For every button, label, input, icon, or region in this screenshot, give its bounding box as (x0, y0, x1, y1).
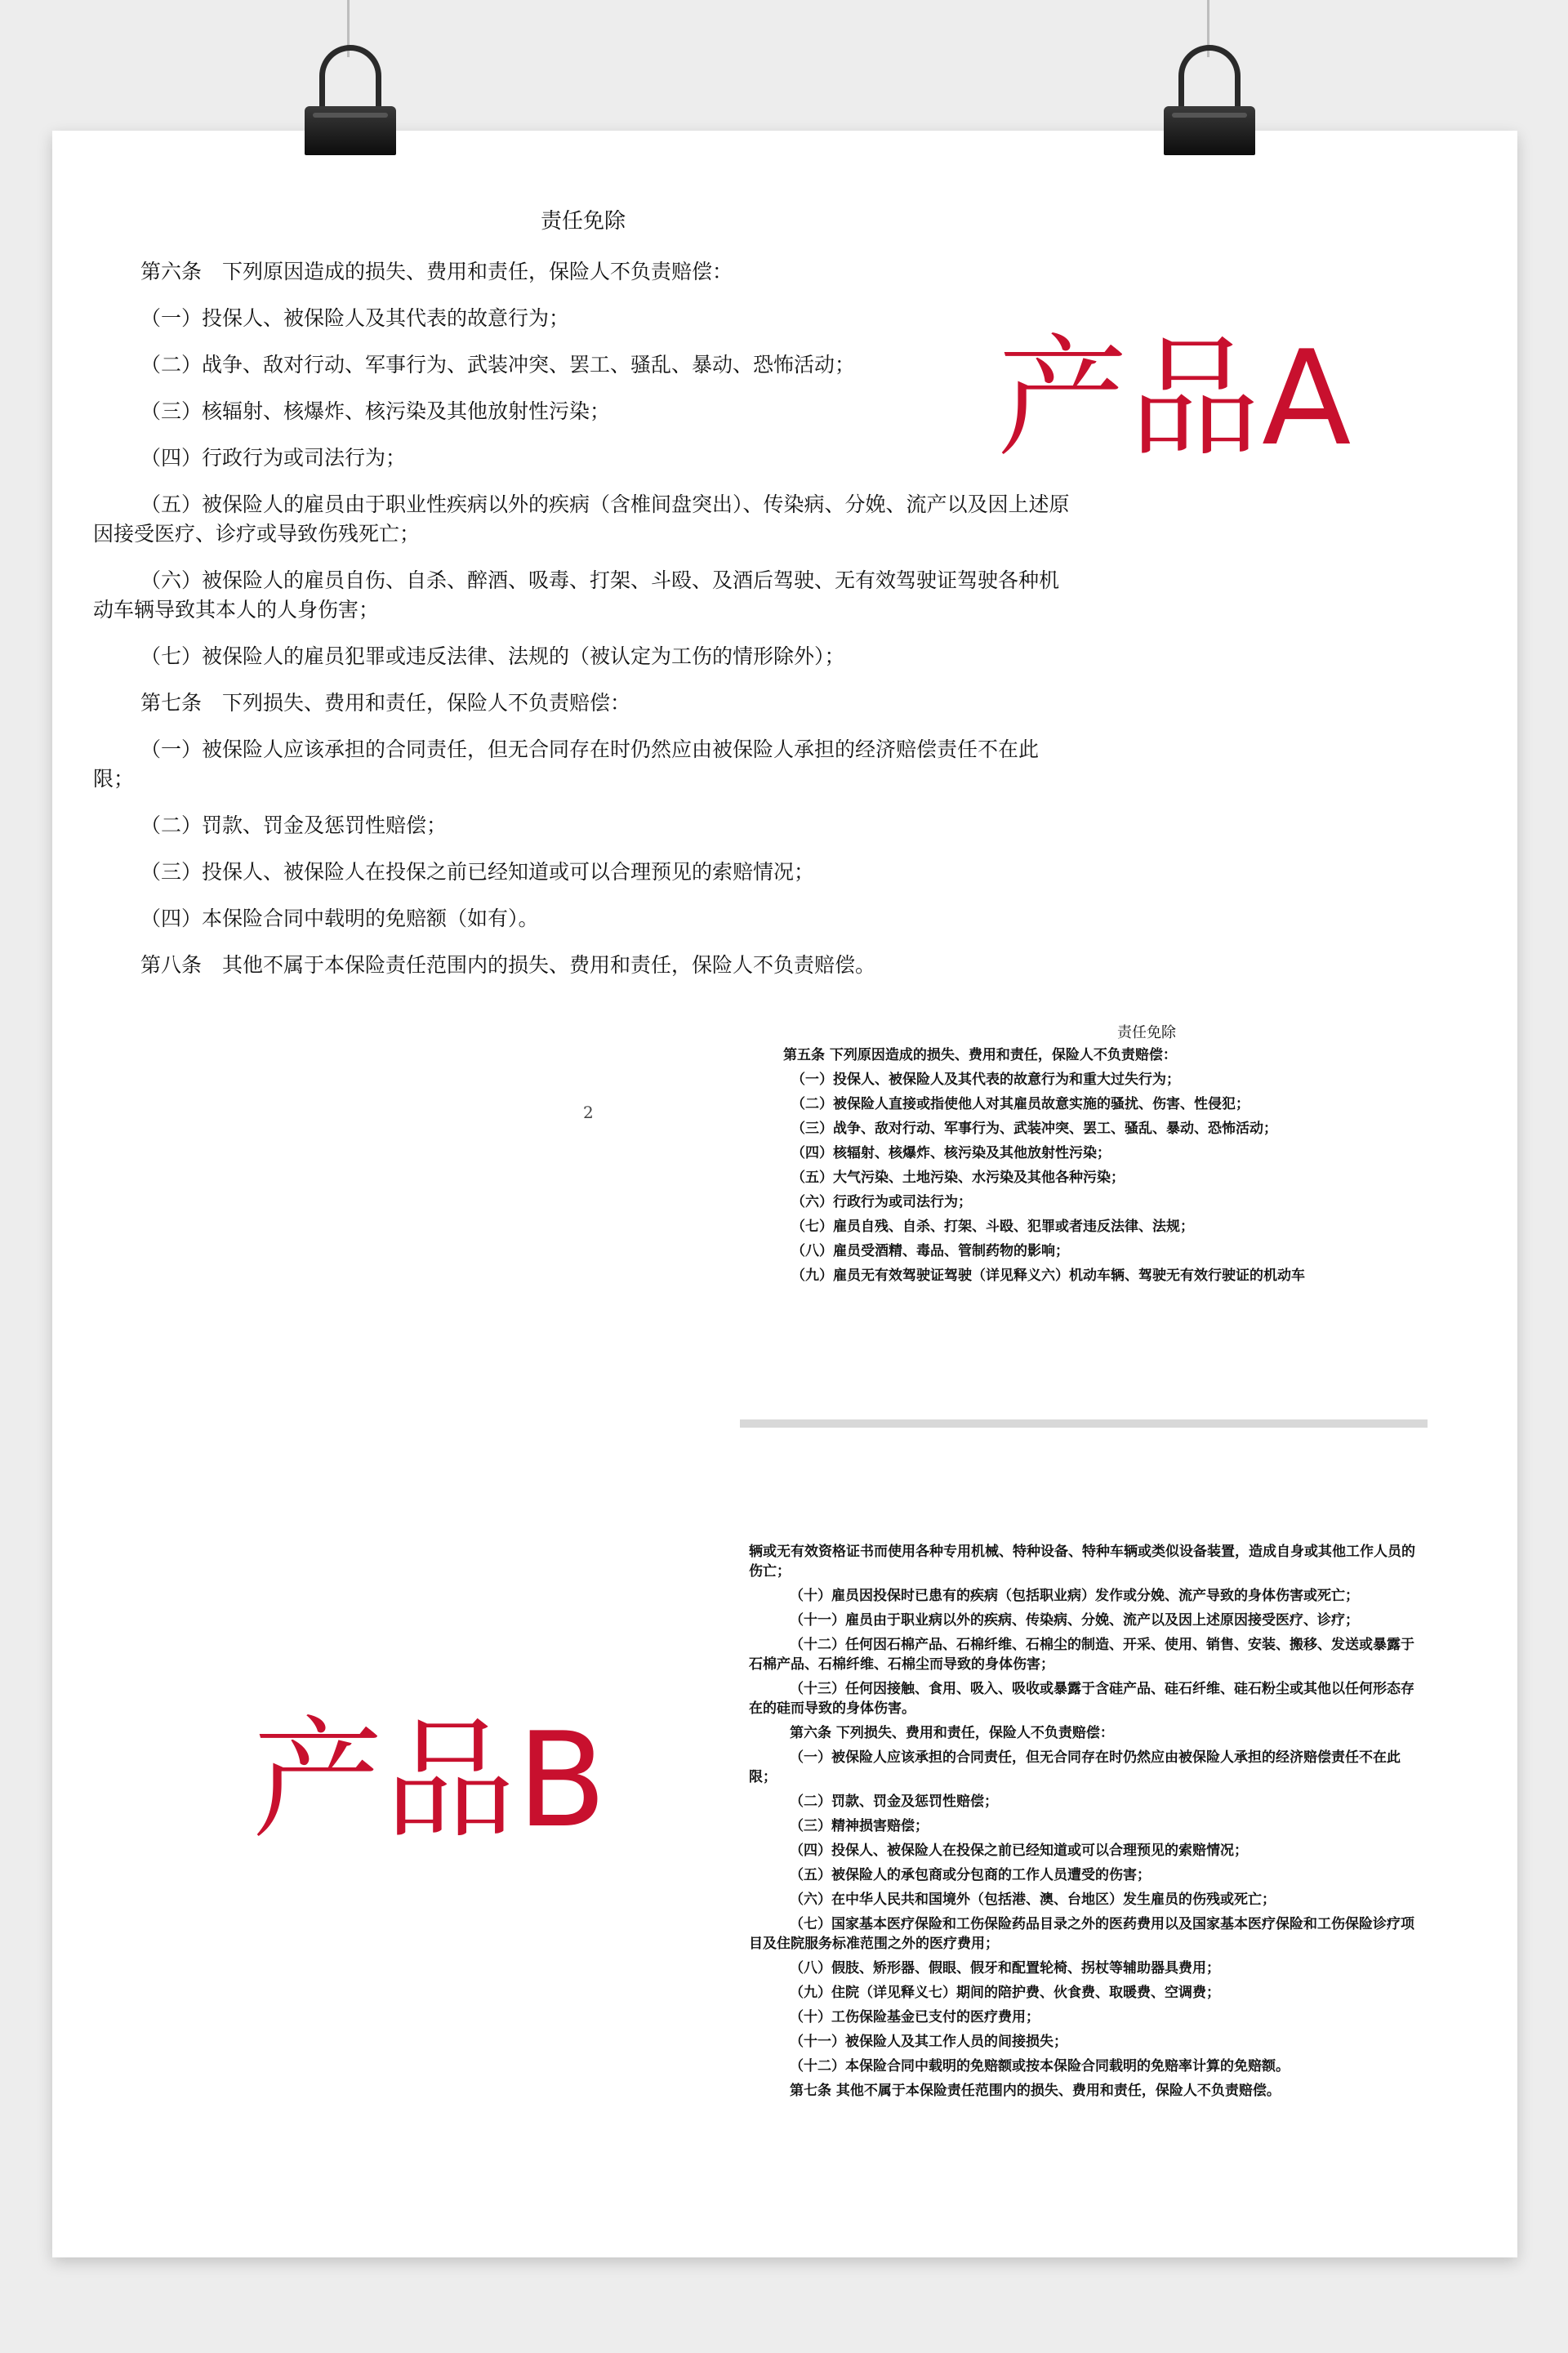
binder-clip-icon (1164, 45, 1255, 155)
product-b-line: （十三）任何因接触、食用、吸入、吸收或暴露于含硅产品、硅石纤维、硅石粉尘或其他以任何形态存在的硅而导致的身体伤害。 (749, 1681, 1414, 1717)
product-a-line: （三）投保人、被保险人在投保之前已经知道或可以合理预见的索赔情况； (140, 860, 815, 884)
product-b-line: （六）在中华人民共和国境外（包括港、澳、台地区）发生雇员的伤残或死亡； (790, 1892, 1276, 1908)
product-a-line: （七）被保险人的雇员犯罪或违反法律、法规的（被认定为工伤的情形除外）； (140, 644, 845, 668)
binder-clip-icon (305, 45, 396, 155)
product-b-line: （九）住院（详见释义七）期间的陪护费、伙食费、取暖费、空调费； (790, 1985, 1220, 2001)
product-b-document-part-1 (783, 1021, 1510, 1290)
product-b-line: （三）战争、敌对行动、军事行为、武装冲突、罢工、骚乱、暴动、恐怖活动； (791, 1121, 1277, 1137)
product-b-line: （七）雇员自残、自杀、打架、斗殴、犯罪或者违反法律、法规； (791, 1219, 1194, 1235)
product-b-line: 第七条 其他不属于本保险责任范围内的损失、费用和责任，保险人不负责赔偿。 (790, 2083, 1281, 2099)
product-b-line: （一）被保险人应该承担的合同责任，但无合同存在时仍然应由被保险人承担的经济赔偿责任不在此限； (749, 1749, 1401, 1785)
product-b-line: （八）假肢、矫形器、假眼、假牙和配置轮椅、拐杖等辅助器具费用； (790, 1960, 1220, 1976)
product-a-label: 产品A (997, 322, 1353, 475)
product-a-page-number: 2 (583, 1103, 594, 1122)
product-a-line: （三）核辐射、核爆炸、核污染及其他放射性污染； (140, 399, 611, 423)
product-b-line: （十）工伤保险基金已支付的医疗费用； (790, 2009, 1040, 2025)
product-b-line: （十）雇员因投保时已患有的疾病（包括职业病）发作或分娩、流产导致的身体伤害或死亡； (790, 1588, 1359, 1604)
product-b-line: （七）国家基本医疗保险和工伤保险药品目录之外的医药费用以及国家基本医疗保险和工伤保险诊疗项目及住院服务标准范围之外的医疗费用； (749, 1916, 1414, 1952)
product-b-line: （四）核辐射、核爆炸、核污染及其他放射性污染； (791, 1145, 1111, 1161)
product-a-line: （六）被保险人的雇员自伤、自杀、醉酒、吸毒、打架、斗殴、及酒后驾驶、无有效驾驶证驾驶各种机动车辆导致其本人的人身伤害； (93, 568, 1060, 622)
product-a-title: 责任免除 (540, 209, 626, 234)
product-b-line: （十一）雇员由于职业病以外的疾病、传染病、分娩、流产以及因上述原因接受医疗、诊疗； (790, 1612, 1359, 1629)
product-a-line: 第八条 其他不属于本保险责任范围内的损失、费用和责任，保险人不负责赔偿。 (140, 953, 876, 977)
product-a-line: （一）投保人、被保险人及其代表的故意行为； (140, 306, 570, 330)
product-b-line: （二）被保险人直接或指使他人对其雇员故意实施的骚扰、伤害、性侵犯； (791, 1096, 1250, 1112)
product-a-line: 第六条 下列原因造成的损失、费用和责任，保险人不负责赔偿： (140, 260, 733, 283)
product-b-line: （十一）被保险人及其工作人员的间接损失； (790, 2034, 1067, 2050)
product-a-line: （五）被保险人的雇员由于职业性疾病以外的疾病（含椎间盘突出）、传染病、分娩、流产以及因上述原因接受医疗、诊疗或导致伤残死亡； (93, 492, 1070, 546)
product-a-line: （四）行政行为或司法行为； (140, 446, 407, 470)
product-b-line: （十二）本保险合同中载明的免赔额或按本保险合同载明的免赔率计算的免赔额。 (790, 2058, 1290, 2074)
product-b-line: （一）投保人、被保险人及其代表的故意行为和重大过失行为； (791, 1072, 1180, 1088)
product-a-line: （四）本保险合同中载明的免赔额（如有）。 (140, 907, 539, 930)
product-b-line: （五）被保险人的承包商或分包商的工作人员遭受的伤害； (790, 1867, 1151, 1883)
paper-sheet (52, 131, 1517, 2257)
product-b-document-part-2 (749, 1542, 1423, 2106)
product-b-label: 产品B (252, 1704, 608, 1856)
product-b-line: （三）精神损害赔偿； (790, 1818, 929, 1834)
product-a-line: （二）战争、敌对行动、军事行为、武装冲突、罢工、骚乱、暴动、恐怖活动； (140, 353, 856, 377)
product-b-line: 辆或无有效资格证书而使用各种专用机械、特种设备、特种车辆或类似设备装置，造成自身或其他工作人员的伤亡； (749, 1544, 1415, 1580)
product-b-line: （五）大气污染、土地污染、水污染及其他各种污染； (791, 1170, 1125, 1186)
product-b-line: （二）罚款、罚金及惩罚性赔偿； (790, 1794, 998, 1810)
product-b-line: （四）投保人、被保险人在投保之前已经知道或可以合理预见的索赔情况； (790, 1843, 1248, 1859)
product-b-line: （六）行政行为或司法行为； (791, 1194, 972, 1210)
product-a-line: 第七条 下列损失、费用和责任，保险人不负责赔偿： (140, 691, 631, 715)
product-b-line: （九）雇员无有效驾驶证驾驶（详见释义六）机动车辆、驾驶无有效行驶证的机动车 (791, 1268, 1305, 1284)
product-b-line: 第五条 下列原因造成的损失、费用和责任，保险人不负责赔偿： (783, 1047, 1177, 1063)
product-b-line: （八）雇员受酒精、毒品、管制药物的影响； (791, 1243, 1069, 1259)
product-b-line: 第六条 下列损失、费用和责任，保险人不负责赔偿： (790, 1725, 1114, 1741)
page-break-divider (740, 1419, 1428, 1428)
product-b-title: 责任免除 (1117, 1024, 1176, 1041)
product-a-line: （一）被保险人应该承担的合同责任，但无合同存在时仍然应由被保险人承担的经济赔偿责任不在此限； (93, 738, 1040, 791)
product-a-line: （二）罚款、罚金及惩罚性赔偿； (140, 813, 448, 837)
product-b-line: （十二）任何因石棉产品、石棉纤维、石棉尘的制造、开采、使用、销售、安装、搬移、发送或暴露于石棉产品、石棉纤维、石棉尘而导致的身体伤害； (749, 1637, 1414, 1673)
